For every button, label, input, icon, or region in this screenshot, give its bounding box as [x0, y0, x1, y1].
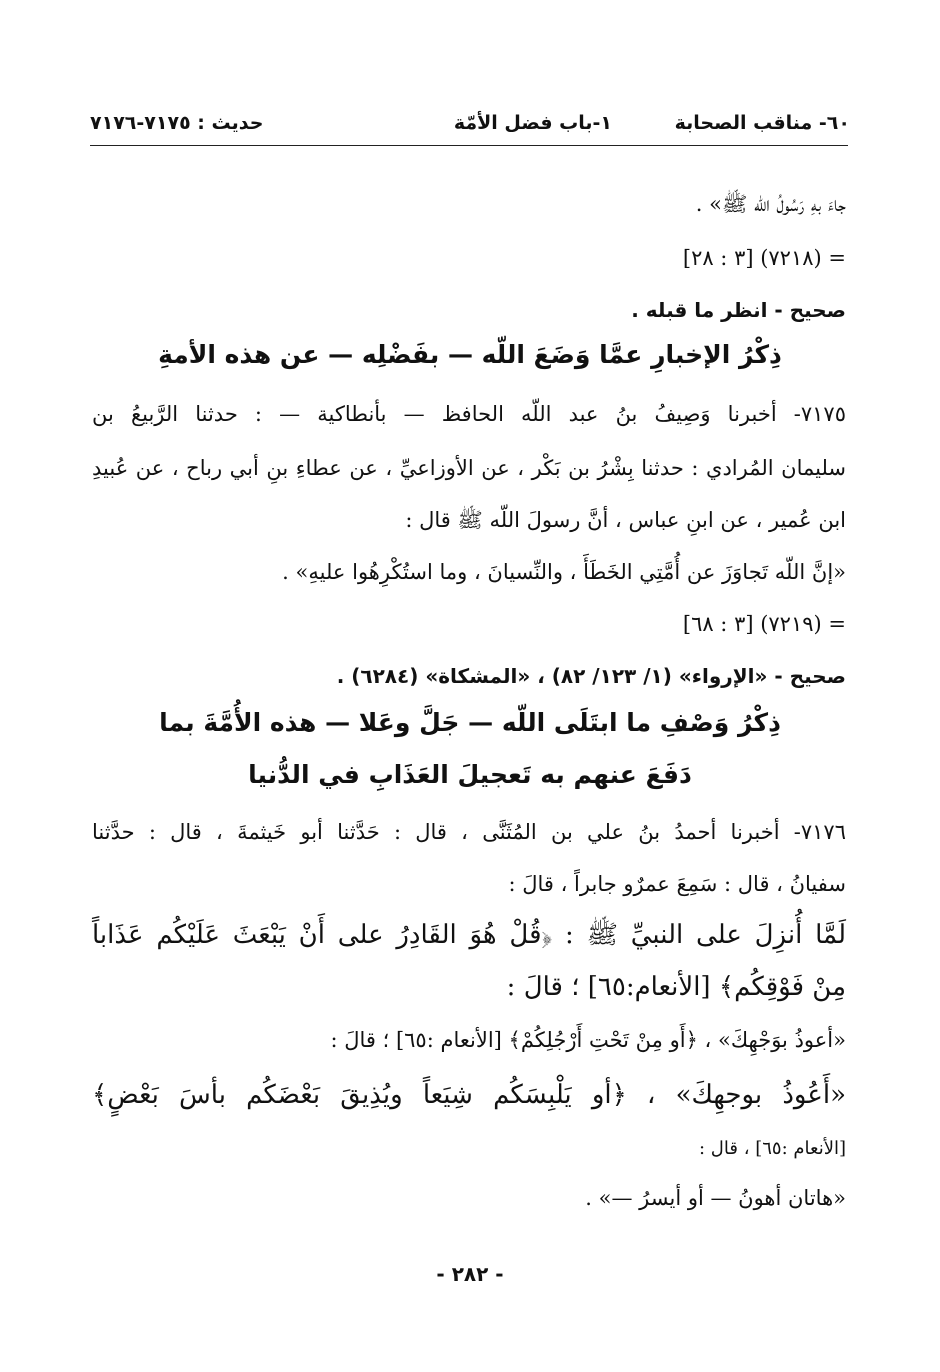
text-line: سليمان المُرادي : حدثنا بِشْرُ بن بَكْر ، عن الأوزاعيِّ ، عن عطاءِ بنِ أبي رباح ، عن عُبيدِ	[92, 456, 846, 480]
text-line: ٧١٧٥- أخبرنا وَصِيفُ بنُ عبد اللّه الحافظ — بأنطاكية — : حدثنا الرَّبيعُ بن	[92, 402, 846, 426]
header-chapter: ٦٠- مناقب الصحابة	[674, 112, 850, 134]
text-line: جاءَ بهِ رَسُولُ اللّه ﷺ» .	[695, 192, 846, 216]
hadith-text: لَمَّا أُنزِلَ على النبيِّ ﷺ : ﴿قُلْ هُوَ القَادِرُ على أَنْ يَبْعَثَ عَلَيْكُم عَذَاباً	[92, 920, 846, 950]
hadith-text: «أعوذُ بوَجْهِكَ» ، ﴿أَو مِنْ تَحْتِ أَرْجُلِكُمْ﴾ [الأنعام :٦٥] ؛ قالَ :	[330, 1028, 846, 1052]
text-line: [الأنعام :٦٥] ، قال :	[699, 1138, 846, 1159]
header-rule	[90, 145, 848, 146]
text-line: ٧١٧٦- أخبرنا أحمدُ بنُ علي بن المُثَنَّى ، قال : حَدَّثنا أبو خَيثمةَ ، قال : حدَّثنا	[92, 820, 846, 844]
grading-line: صحيح - انظر ما قبله .	[631, 298, 846, 322]
header-hadith-range: حديث : ٧١٧٥-٧١٧٦	[90, 112, 264, 134]
text-line: سفيانُ ، قال : سَمِعَ عمرٌو جابراً ، قالَ :	[508, 872, 846, 896]
chapter-heading: ذِكْرُ الإخبارِ عمَّا وَضَعَ اللّه — بفَضْلِه — عن هذه الأمةِ	[158, 340, 782, 369]
hadith-text: مِنْ فَوْقِكُم﴾ [الأنعام:٦٥] ؛ قالَ :	[506, 972, 846, 1002]
grading-line: صحيح - «الإرواء» (١/ ١٢٣/ ٨٢) ، «المشكاة» (٦٢٨٤) .	[336, 664, 846, 688]
page-number: - ٢٨٢ -	[436, 1262, 504, 1286]
reference-line: = (٧٢١٩) [٣ : ٦٨]	[682, 612, 846, 636]
text-line: ابن عُمير ، عن ابنِ عباس ، أنَّ رسولَ اللّه ﷺ قال :	[405, 508, 846, 532]
running-header	[90, 108, 850, 142]
hadith-text: «أَعُوذُ بوجهِكَ» ، ﴿أو يَلْبِسَكُم شِيَعاً ويُذِيقَ بَعْضَكُم بأسَ بَعْضٍ﴾	[92, 1080, 846, 1110]
header-section: ١-باب فضل الأمّة	[453, 112, 612, 134]
chapter-heading: ذِكْرُ وَصْفِ ما ابتَلَى اللّه — جَلَّ وعَلا — هذه الأُمَّةَ بما	[159, 708, 781, 737]
reference-line: = (٧٢١٨) [٣ : ٢٨]	[682, 246, 846, 270]
hadith-text: «إنَّ اللّه تَجاوَزَ عن أُمَّتِي الخَطَأَ ، والنِّسيانَ ، وما استُكْرِهُوا عليهِ» .	[282, 560, 846, 584]
hadith-text: «هاتان أهونُ — أو أيسرُ —» .	[585, 1186, 846, 1210]
chapter-heading: دَفَعَ عنهم به تَعجيلَ العَذَابِ في الدُّنيا	[248, 760, 692, 789]
